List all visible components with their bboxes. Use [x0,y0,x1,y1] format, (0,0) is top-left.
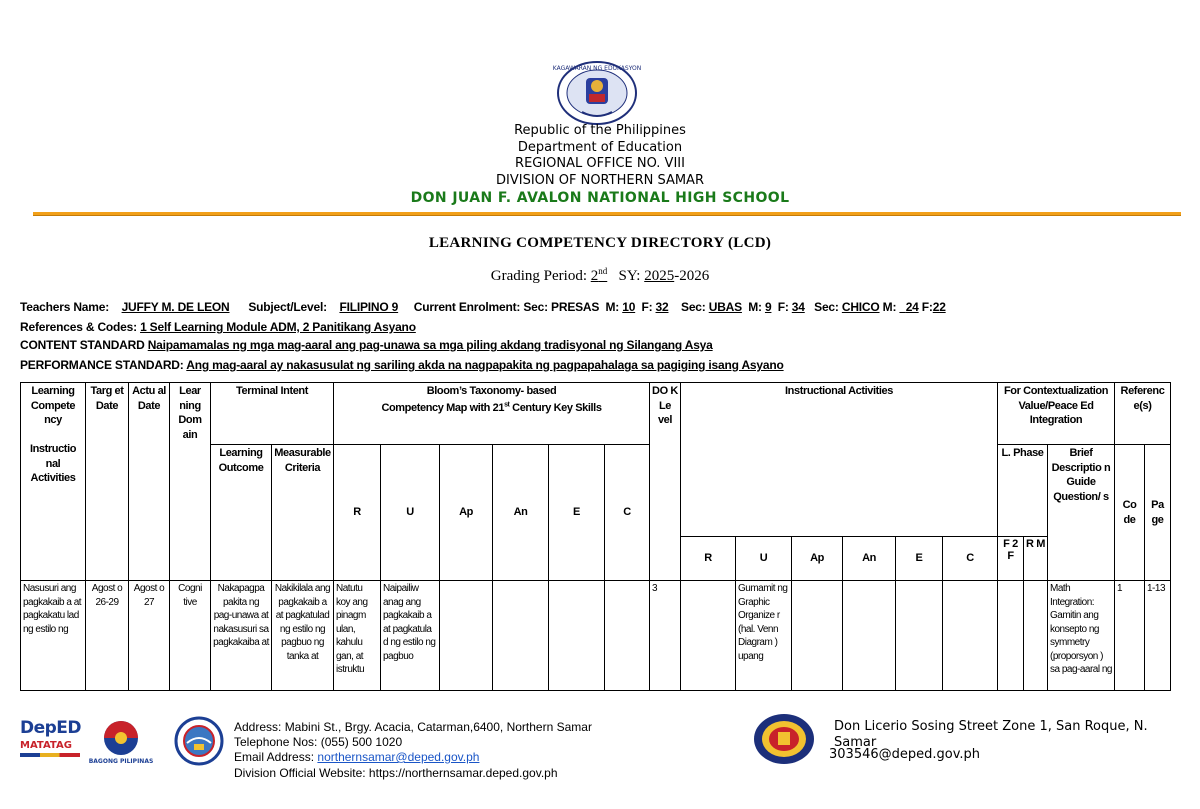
cell-target-date: Agost o 26-29 [86,581,129,691]
cell-bloom-ap [440,581,493,691]
division-address: Address: Mabini St., Brgy. Acacia, Catarman,6400, Northern Samar [234,720,592,734]
deped-seal-icon [552,60,642,126]
bloom-an: An [493,445,549,581]
school-name: DON JUAN F. AVALON NATIONAL HIGH SCHOOL [410,190,790,206]
cell-bloom-c [605,581,650,691]
sy-label: SY: [618,268,641,284]
header-measurable-criteria: Measurable Criteria [272,445,334,581]
deped-logo-text: DepED [20,718,82,738]
references-line: References & Codes: 1 Self Learning Module ADM, 2 Panitikang Asyano [20,320,416,334]
cell-instr-u: Gumamit ng Graphic Organize r (hal. Venn Diagram ) upang [736,581,792,691]
school-seal-icon [752,712,816,766]
header-line-4: DIVISION OF NORTHERN SAMAR [496,172,704,188]
header-contextualization: For Contextualization Value/Peace Ed Integration [998,383,1115,445]
bagong-pilipinas-icon [88,716,154,766]
teacher-info-line: Teachers Name: JUFFY M. DE LEON Subject/Level: FILIPINO 9 Current Enrolment: Sec: PRESAS M: 10 F: 32 Sec: UBAS M: 9 F: 34 Sec: CHICO M: 24 F:22 [20,300,946,314]
division-email-line: Email Address: northernsamar@deped.gov.ph [234,750,480,764]
cell-brief: Math Integration: Gamitin ang konsepto ng symmetry (proporsyon ) sa pag-aaral ng [1048,581,1115,691]
cell-actual-date: Agost o 27 [129,581,170,691]
sy-year: 2025 [644,268,675,284]
cell-bloom-r: Natutu koy ang pinagm ulan, kahulu gan, at istruktu [334,581,381,691]
cell-competency: Nasusuri ang pagkakaib a at pagkakatu lad ng estilo ng [21,581,86,691]
header-l-phase: L. Phase [998,445,1048,537]
header-line-3: REGIONAL OFFICE NO. VIII [515,156,685,171]
table-row [21,581,1171,691]
division-telephone: Telephone Nos: (055) 500 1020 [234,734,403,749]
bagong-pilipinas-text: BAGONG PILIPINAS [88,758,154,765]
cell-page: 1-13 [1145,581,1171,691]
cell-bloom-an [493,581,549,691]
header-dok-level: DO K Le vel [650,383,681,581]
bloom-r: R [334,445,381,581]
grading-num: 2 [590,268,599,284]
header-terminal-intent: Terminal Intent [211,383,334,445]
document-title: LEARNING COMPETENCY DIRECTORY (LCD) [428,235,772,251]
grading-label: Grading Period: [490,268,587,284]
subject-level: FILIPINO 9 [339,300,399,314]
header-brief-description: Brief Descriptio n Guide Question/ s [1048,445,1115,581]
grading-sup: nd [598,266,608,276]
header-line-2: Department of Education [517,139,683,155]
cell-rm [1024,581,1048,691]
cell-domain: Cogni tive [170,581,211,691]
content-standard-line: CONTENT STANDARD Naipamamalas ng mga mag-aaral ang pag-unawa sa mga piling akdang tradisyonal ng Silangang Asya [20,338,713,352]
header-code: Co de [1115,445,1145,581]
division-contact-block [234,720,614,781]
header-learning-competency: Learning Compete ncy Instructio nal Activities [21,383,86,581]
school-address: Don Licerio Sosing Street Zone 1, San Roque, N. Samar [834,719,1148,750]
cell-instr-e [896,581,943,691]
sy-end: -2026 [674,268,710,284]
header-bloom-taxonomy: Bloom’s Taxonomy- based Competency Map with 21st Century Key Skills [334,383,650,445]
cell-criteria: Nakikilala ang pagkakaib a at pagkatulad ng estilo ng pagbuo ng tanka at [272,581,334,691]
header-f2f: F 2 F [998,537,1024,581]
grading-period [0,266,1200,285]
bloom-u: U [381,445,440,581]
content-standard-value: Naipamamalas ng mga mag-aaral ang pag-unawa sa mga piling akdang tradisyonal ng Silangang Asya [147,338,713,352]
cell-bloom-u: Naipailiw anag ang pagkakaib a at pagkatula d ng estilo ng pagbuo [381,581,440,691]
header-actual-date: Actu al Date [129,383,170,581]
division-seal-icon [174,716,224,766]
performance-standard-value: Ang mag-aaral ay nakasusulat ng sariling akda na nagpapakita ng pagpapahalaga sa pagiging isang Asyano [186,358,784,372]
cell-outcome: Nakapagpa pakita ng pag-unawa at nakasusuri sa pagkakaiba at [211,581,272,691]
bloom-e: E [549,445,605,581]
lcd-table [20,382,1171,691]
division-website: Division Official Website: https://northernsamar.deped.gov.ph [234,765,558,780]
cell-instr-r [681,581,736,691]
header-rm: R M [1024,537,1048,581]
header-references: Referenc e(s) [1115,383,1171,445]
instr-an: An [843,537,896,581]
teacher-name: JUFFY M. DE LEON [121,300,230,314]
seal-text: KAGAWARAN NG EDUKASYON [552,65,642,72]
cell-bloom-e [549,581,605,691]
header-learning-domain: Lear ning Dom ain [170,383,211,581]
instr-ap: Ap [792,537,843,581]
deped-matatag-logo [20,718,80,770]
cell-instr-ap [792,581,843,691]
bloom-ap: Ap [440,445,493,581]
cell-dok: 3 [650,581,681,691]
instr-r: R [681,537,736,581]
header-learning-outcome: Learning Outcome [211,445,272,581]
instr-u: U [736,537,792,581]
header-line-1: Republic of the Philippines [514,123,686,138]
header-instructional-activities: Instructional Activities [681,383,998,537]
performance-standard-line: PERFORMANCE STANDARD: Ang mag-aaral ay nakasusulat ng sariling akda na nagpapakita ng pagpapahalaga sa pagiging isang Asyano [20,358,784,372]
cell-instr-c [943,581,998,691]
header-divider [33,212,1181,216]
cell-instr-an [843,581,896,691]
school-email: 303546@deped.gov.ph [829,747,981,762]
bloom-c: C [605,445,650,581]
instr-c: C [943,537,998,581]
matatag-text: MATATAG [20,740,72,751]
instr-e: E [896,537,943,581]
header-page: Pa ge [1145,445,1171,581]
division-email-link[interactable]: northernsamar@deped.gov.ph [317,750,480,764]
cell-code: 1 [1115,581,1145,691]
header-target-date: Targ et Date [86,383,129,581]
cell-f2f [998,581,1024,691]
references-value: 1 Self Learning Module ADM, 2 Panitikang Asyano [140,320,416,334]
